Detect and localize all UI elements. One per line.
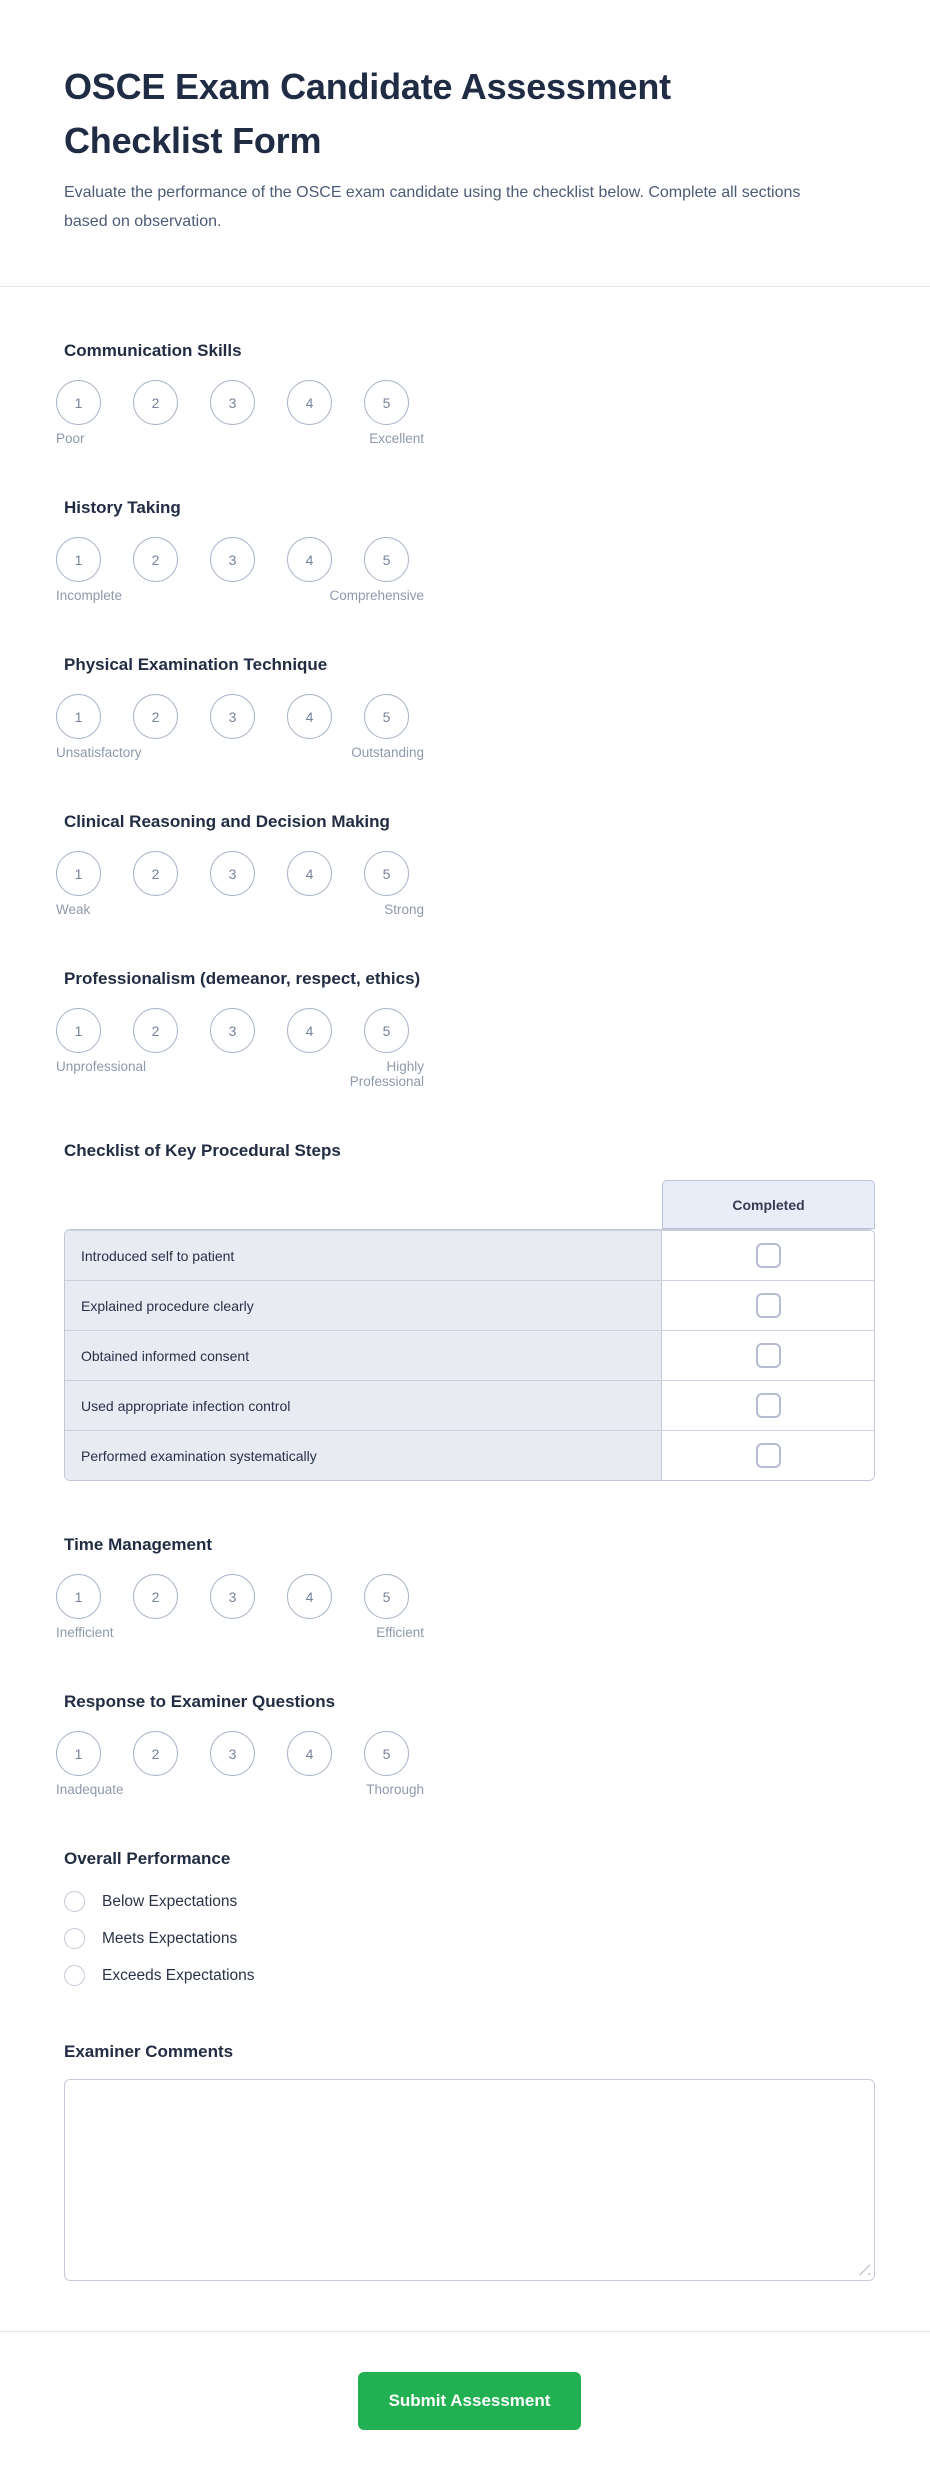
rating-option-button[interactable]: 4 bbox=[287, 380, 332, 425]
rating-scale bbox=[56, 851, 424, 917]
form-body bbox=[0, 287, 930, 2281]
rating-question bbox=[56, 498, 875, 603]
rating-option-button[interactable]: 3 bbox=[210, 537, 255, 582]
rating-option-button[interactable]: 2 bbox=[133, 380, 178, 425]
form-footer bbox=[0, 2332, 930, 2481]
scale-labels bbox=[56, 745, 424, 760]
rating-option-button[interactable]: 1 bbox=[56, 1731, 101, 1776]
question-label: Communication Skills bbox=[64, 341, 242, 360]
rating-question bbox=[56, 1692, 875, 1797]
table-row bbox=[65, 1230, 874, 1280]
rating-scale bbox=[56, 1574, 424, 1640]
form-description: Evaluate the performance of the OSCE exam candidate using the checklist below. Complete all sections based on observation. bbox=[64, 184, 801, 230]
overall-option-row[interactable] bbox=[64, 1965, 875, 1986]
table-row bbox=[65, 1330, 874, 1380]
scale-min-label: Poor bbox=[56, 431, 85, 446]
overall-option-radio[interactable] bbox=[64, 1928, 85, 1949]
question-label: History Taking bbox=[64, 498, 181, 517]
scale-min-label: Unprofessional bbox=[56, 1059, 147, 1074]
rating-scale bbox=[56, 694, 424, 760]
scale-labels bbox=[56, 1782, 424, 1797]
column-header-completed: Completed bbox=[662, 1180, 875, 1229]
rating-option-button[interactable]: 4 bbox=[287, 537, 332, 582]
scale-labels bbox=[56, 431, 424, 446]
overall-option-label: Exceeds Expectations bbox=[102, 1967, 255, 1984]
rating-scale bbox=[56, 537, 424, 603]
rating-option-button[interactable]: 5 bbox=[364, 380, 409, 425]
scale-max-label: Strong bbox=[384, 902, 424, 917]
question-label: Physical Examination Technique bbox=[64, 655, 328, 674]
scale-labels bbox=[56, 902, 424, 917]
scale-max-label: Thorough bbox=[366, 1782, 424, 1797]
rating-option-button[interactable]: 4 bbox=[287, 1731, 332, 1776]
scale-max-label: Excellent bbox=[369, 431, 424, 446]
scale-min-label: Inefficient bbox=[56, 1625, 114, 1640]
rating-question bbox=[56, 812, 875, 917]
scale-min-label: Incomplete bbox=[56, 588, 123, 603]
rating-option-button[interactable]: 1 bbox=[56, 1574, 101, 1619]
table-row bbox=[65, 1380, 874, 1430]
rating-question bbox=[56, 1535, 875, 1640]
checklist-section bbox=[64, 1141, 875, 1481]
rating-question bbox=[56, 655, 875, 760]
step-label: Used appropriate infection control bbox=[65, 1381, 662, 1430]
scale-labels bbox=[56, 588, 424, 603]
table-header-row bbox=[64, 1180, 875, 1229]
rating-option-button[interactable]: 3 bbox=[210, 851, 255, 896]
scale-max-label: Highly Professional bbox=[349, 1059, 424, 1089]
rating-option-button[interactable]: 3 bbox=[210, 1574, 255, 1619]
rating-option-button[interactable]: 5 bbox=[364, 1731, 409, 1776]
rating-option-button[interactable]: 3 bbox=[210, 694, 255, 739]
rating-option-button[interactable]: 2 bbox=[133, 1574, 178, 1619]
rating-option-button[interactable]: 5 bbox=[364, 1008, 409, 1053]
completed-checkbox[interactable] bbox=[756, 1443, 781, 1468]
examiner-comments-section bbox=[64, 2042, 875, 2281]
rating-option-button[interactable]: 4 bbox=[287, 1574, 332, 1619]
scale-min-label: Weak bbox=[56, 902, 91, 917]
overall-option-label: Meets Expectations bbox=[102, 1930, 238, 1947]
step-label: Explained procedure clearly bbox=[65, 1281, 662, 1330]
rating-option-button[interactable]: 1 bbox=[56, 1008, 101, 1053]
scale-max-label: Comprehensive bbox=[329, 588, 424, 603]
comments-textarea-wrap bbox=[64, 2079, 875, 2281]
rating-question bbox=[56, 969, 875, 1089]
submit-button[interactable]: Submit Assessment bbox=[358, 2372, 581, 2430]
form-header bbox=[0, 0, 930, 236]
scale-max-label: Efficient bbox=[376, 1625, 424, 1640]
rating-option-button[interactable]: 5 bbox=[364, 1574, 409, 1619]
rating-option-button[interactable]: 5 bbox=[364, 851, 409, 896]
completed-checkbox[interactable] bbox=[756, 1293, 781, 1318]
overall-option-row[interactable] bbox=[64, 1891, 875, 1912]
overall-label: Overall Performance bbox=[64, 1849, 231, 1868]
table-row bbox=[65, 1430, 874, 1480]
overall-option-label: Below Expectations bbox=[102, 1893, 238, 1910]
checkbox-cell bbox=[662, 1331, 874, 1380]
rating-option-button[interactable]: 3 bbox=[210, 1008, 255, 1053]
rating-option-button[interactable]: 1 bbox=[56, 694, 101, 739]
overall-option-radio[interactable] bbox=[64, 1891, 85, 1912]
overall-option-row[interactable] bbox=[64, 1928, 875, 1949]
checkbox-cell bbox=[662, 1381, 874, 1430]
question-label: Response to Examiner Questions bbox=[64, 1692, 336, 1711]
table-row bbox=[65, 1280, 874, 1330]
rating-option-button[interactable]: 5 bbox=[364, 537, 409, 582]
scale-labels bbox=[56, 1625, 424, 1640]
rating-scale bbox=[56, 1008, 424, 1089]
step-label: Performed examination systematically bbox=[65, 1431, 662, 1480]
rating-option-button[interactable]: 3 bbox=[210, 380, 255, 425]
rating-option-button[interactable]: 1 bbox=[56, 380, 101, 425]
rating-option-button[interactable]: 4 bbox=[287, 851, 332, 896]
checkbox-cell bbox=[662, 1281, 874, 1330]
completed-checkbox[interactable] bbox=[756, 1243, 781, 1268]
rating-option-button[interactable]: 4 bbox=[287, 1008, 332, 1053]
question-label: Professionalism (demeanor, respect, ethics) bbox=[64, 969, 421, 988]
completed-checkbox[interactable] bbox=[756, 1343, 781, 1368]
rating-scale bbox=[56, 1731, 424, 1797]
rating-question bbox=[56, 341, 875, 446]
rating-option-button[interactable]: 3 bbox=[210, 1731, 255, 1776]
checkbox-cell bbox=[662, 1231, 874, 1280]
rating-option-button[interactable]: 2 bbox=[133, 694, 178, 739]
page-title: OSCE Exam Candidate Assessment Checklist Form bbox=[64, 66, 671, 161]
checkbox-cell bbox=[662, 1431, 874, 1480]
rating-option-button[interactable]: 2 bbox=[133, 1008, 178, 1053]
completed-checkbox[interactable] bbox=[756, 1393, 781, 1418]
comments-label: Examiner Comments bbox=[64, 2042, 234, 2061]
scale-min-label: Unsatisfactory bbox=[56, 745, 142, 760]
question-label: Clinical Reasoning and Decision Making bbox=[64, 812, 390, 831]
rating-option-button[interactable]: 2 bbox=[133, 537, 178, 582]
checklist-label: Checklist of Key Procedural Steps bbox=[64, 1141, 341, 1160]
rating-option-button[interactable]: 4 bbox=[287, 694, 332, 739]
scale-min-label: Inadequate bbox=[56, 1782, 124, 1797]
examiner-comments-textarea[interactable] bbox=[64, 2079, 875, 2281]
question-label: Time Management bbox=[64, 1535, 213, 1554]
scale-labels bbox=[56, 1059, 424, 1089]
overall-option-radio[interactable] bbox=[64, 1965, 85, 1986]
rating-option-button[interactable]: 5 bbox=[364, 694, 409, 739]
scale-max-label: Outstanding bbox=[351, 745, 424, 760]
rating-option-button[interactable]: 2 bbox=[133, 1731, 178, 1776]
step-label: Obtained informed consent bbox=[65, 1331, 662, 1380]
rating-option-button[interactable]: 1 bbox=[56, 851, 101, 896]
rating-option-button[interactable]: 2 bbox=[133, 851, 178, 896]
rating-scale bbox=[56, 380, 424, 446]
overall-performance-section bbox=[64, 1849, 875, 1986]
step-label: Introduced self to patient bbox=[65, 1231, 662, 1280]
rating-option-button[interactable]: 1 bbox=[56, 537, 101, 582]
procedural-steps-table bbox=[64, 1180, 875, 1481]
